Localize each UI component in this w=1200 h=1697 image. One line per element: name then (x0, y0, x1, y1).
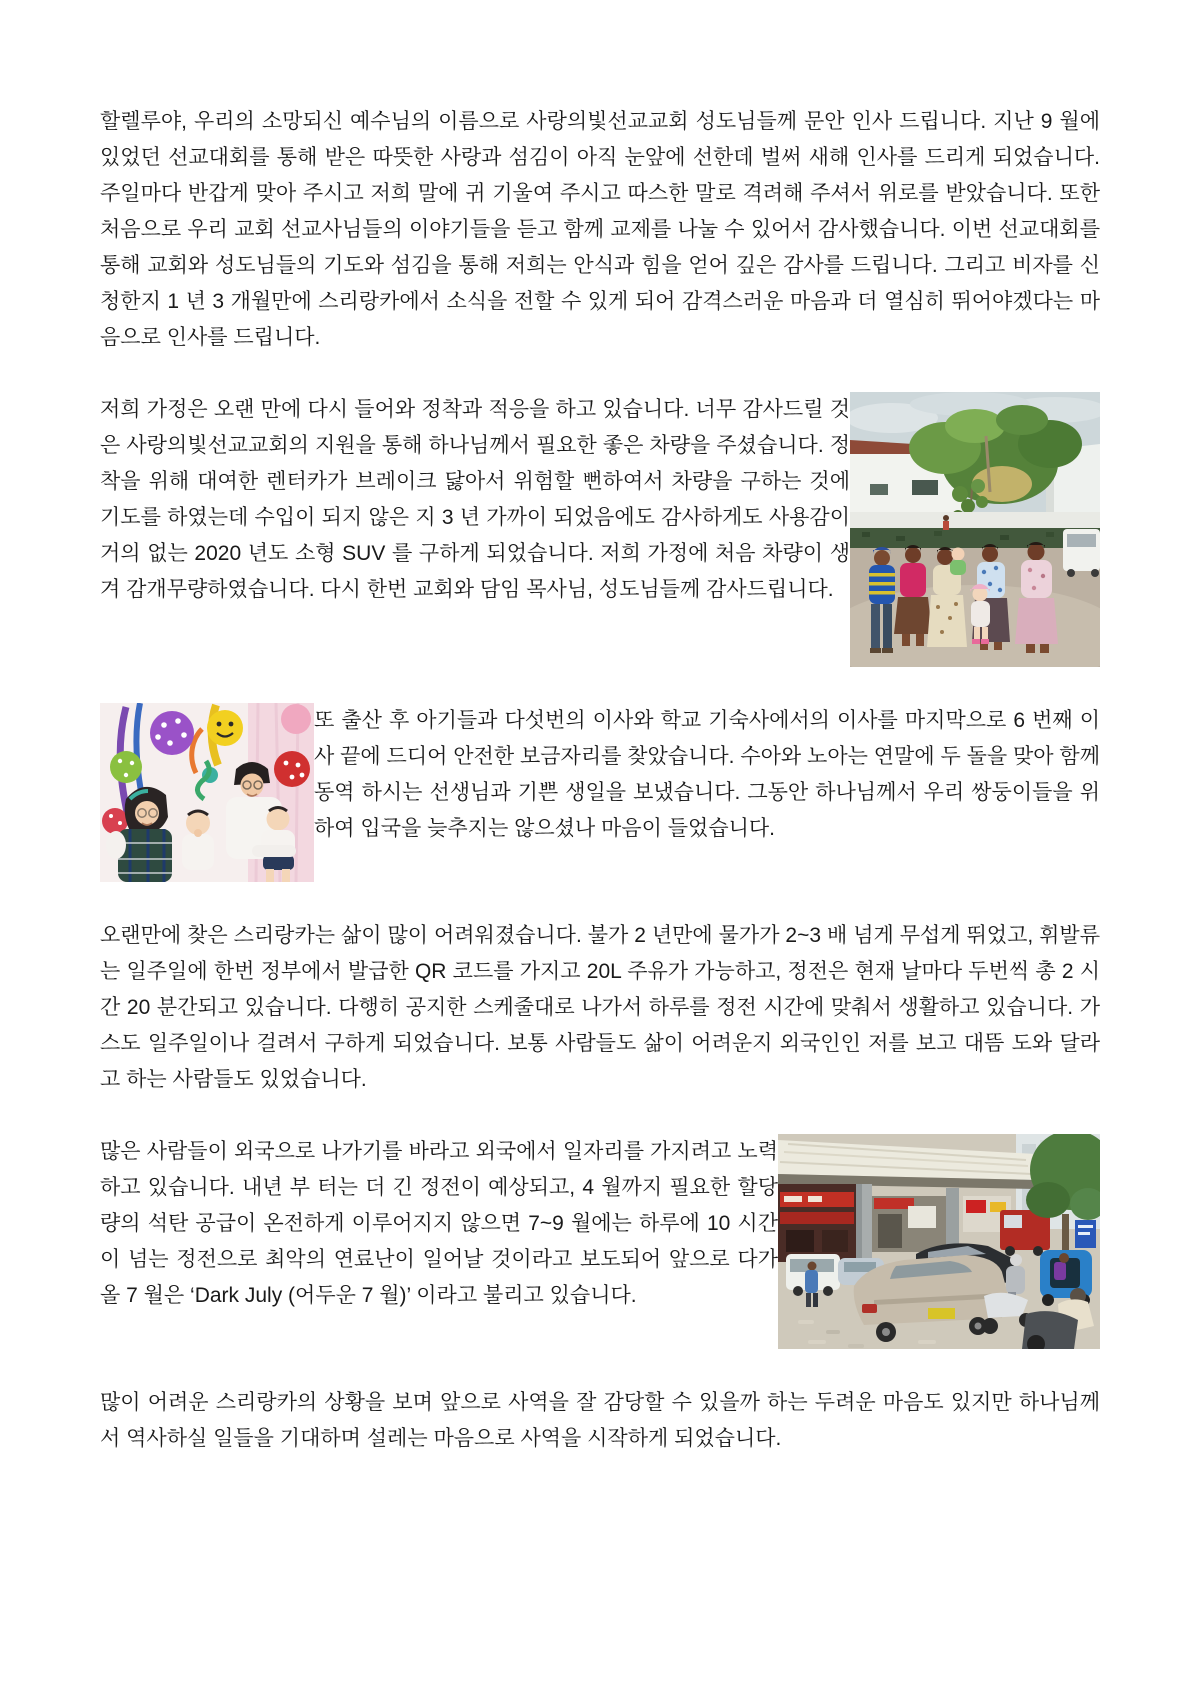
paragraph-block-power-outage (100, 1134, 1100, 1349)
paragraph-block-srilanka-hardship (100, 918, 1100, 1098)
paragraph-srilanka-hardship: 오랜만에 찾은 스리랑카는 삶이 많이 어려워졌습니다. 불가 2 년만에 물가가 2~3 배 넘게 무섭게 뛰었고, 휘발류는 일주일에 한번 정부에서 발급한 QR 코드를 가지고 20L 주유가 가능하고, 정전은 현재 날마다 두번씩 총 2 시간 20 분간되고 있습니다. 다행히 공지한 스케줄대로 나가서 하루를 정전 시간에 맞춰서 생활하고 있습니다. 가스도 일주일이나 걸려서 구하게 되었습니다. 보통 사람들도 삶이 어려운지 외국인인 저를 보고 대뜸 도와 달라고 하는 사람들도 있었습니다. (100, 924, 1100, 1091)
paragraph-greeting: 할렐루야, 우리의 소망되신 예수님의 이름으로 사랑의빛선교교회 성도님들께 문안 인사 드립니다. 지난 9 월에 있었던 선교대회를 통해 받은 따뜻한 사랑과 섬김이 아직 눈앞에 선한데 벌써 새해 인사를 드리게 되었습니다. 주일마다 반갑게 맞아 주시고 저희 말에 귀 기울여 주시고 따스한 말로 격려해 주셔서 위로를 받았습니다. 또한 처음으로 우리 교회 선교사님들의 이야기들을 듣고 함께 교제를 나눌 수 있어서 감사했습니다. 이번 선교대회를 통해 교회와 성도님들의 기도와 섬김을 통해 저희는 안식과 힘을 얻어 깊은 감사를 드립니다. 그리고 비자를 신청한지 1 년 3 개월만에 스리랑카에서 소식을 전할 수 있게 되어 감격스러운 마음과 더 열심히 뛰어야겠다는 마음으로 인사를 드립니다. (100, 110, 1100, 349)
outdoor-group-photo (850, 392, 1100, 667)
paragraph-block-greeting (100, 104, 1100, 356)
family-balloons-photo-illustration (100, 703, 314, 882)
paragraph-power-outage: 많은 사람들이 외국으로 나가기를 바라고 외국에서 일자리를 가지려고 노력하고 있습니다. 내년 부 터는 더 긴 정전이 예상되고, 4 월까지 필요한 할당량의 석탄 공급이 온전하게 이루어지지 않으면 7~9 월에는 하루에 10 시간이 넘는 정전으로 최악의 연료난이 일어날 것이라고 보도되어 앞으로 다가올 7 월은 ‘Dark July (어두운 7 월)’ 이라고 불리고 있습니다. (100, 1140, 778, 1307)
paragraph-block-closing (100, 1385, 1100, 1457)
gas-station-queue-photo-illustration (778, 1134, 1100, 1349)
paragraph-settlement-car: 저희 가정은 오랜 만에 다시 들어와 정착과 적응을 하고 있습니다. 너무 감사드릴 것은 사랑의빛선교교회의 지원을 통해 하나님께서 필요한 좋은 차량을 주셨습니다. 정착을 위해 대여한 렌터카가 브레이크 닳아서 위험할 뻔하여서 차량을 구하는 것에 기도를 하였는데 수입이 되지 않은 지 3 년 가까이 되었음에도 감사하게도 사용감이 거의 없는 2020 년도 소형 SUV 를 구하게 되었습니다. 저희 가정에 처음 차량이 생겨 감개무량하였습니다. 다시 한번 교회와 담임 목사님, 성도님들께 감사드립니다. (100, 398, 850, 601)
paragraph-closing: 많이 어려운 스리랑카의 상황을 보며 앞으로 사역을 잘 감당할 수 있을까 하는 두려운 마음도 있지만 하나님께서 역사하실 일들을 기대하며 설레는 마음으로 사역을 시작하게 되었습니다. (100, 1391, 1100, 1450)
paragraph-block-settlement-car (100, 392, 1100, 667)
outdoor-group-photo-illustration (850, 392, 1100, 667)
paragraph-block-family-moves (100, 703, 1100, 882)
family-balloons-photo (100, 703, 314, 882)
gas-station-queue-photo (778, 1134, 1100, 1349)
paragraph-family-moves: 또 출산 후 아기들과 다섯번의 이사와 학교 기숙사에서의 이사를 마지막으로 6 번째 이사 끝에 드디어 안전한 보금자리를 찾았습니다. 수아와 노아는 연말에 두 돌을 맞아 함께 동역 하시는 선생님과 기쁜 생일을 보냈습니다. 그동안 하나님께서 우리 쌍둥이들을 위하여 입국을 늦추지는 않으셨나 마음이 들었습니다. (314, 709, 1100, 840)
